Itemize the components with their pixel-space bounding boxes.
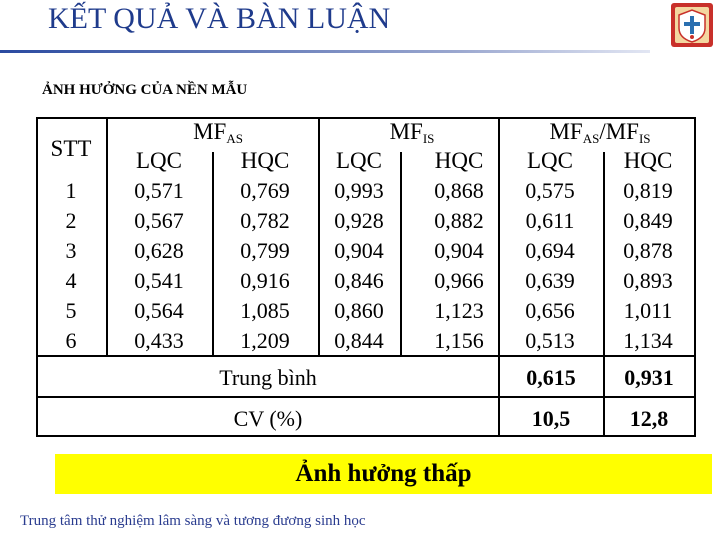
section-subtitle: ẢNH HƯỞNG CỦA NỀN MẪU bbox=[42, 82, 248, 98]
column-subheader: HQC bbox=[240, 148, 290, 173]
row-number: 5 bbox=[65, 298, 77, 323]
table-cell: 0,628 bbox=[134, 238, 184, 263]
table-cell: 0,782 bbox=[240, 208, 290, 233]
table-cell: 0,575 bbox=[525, 178, 575, 203]
cv-label: CV (%) bbox=[233, 406, 303, 431]
table-cell: 0,860 bbox=[334, 298, 384, 323]
table-cell: 0,904 bbox=[434, 238, 484, 263]
mean-value: 0,615 bbox=[526, 365, 576, 390]
row-number: 3 bbox=[65, 238, 77, 263]
table-cell: 0,904 bbox=[334, 238, 384, 263]
table-cell: 1,209 bbox=[240, 328, 290, 353]
table-divider bbox=[106, 117, 108, 355]
mean-value: 0,931 bbox=[624, 365, 674, 390]
footer-text: Trung tâm thử nghiệm lâm sàng và tương đương sinh học bbox=[20, 513, 366, 529]
column-subheader: HQC bbox=[623, 148, 673, 173]
table-cell: 0,541 bbox=[134, 268, 184, 293]
table-cell: 0,799 bbox=[240, 238, 290, 263]
table-cell: 0,567 bbox=[134, 208, 184, 233]
table-cell: 0,611 bbox=[525, 208, 575, 233]
table-cell: 0,433 bbox=[134, 328, 184, 353]
institution-logo-icon bbox=[670, 2, 714, 48]
table-cell: 1,085 bbox=[240, 298, 290, 323]
table-cell: 0,928 bbox=[334, 208, 384, 233]
group-header-mf-as: $MF_{AS}$ bbox=[193, 119, 243, 146]
table-cell: 0,846 bbox=[334, 268, 384, 293]
table-cell: 0,656 bbox=[525, 298, 575, 323]
table-cell: 0,819 bbox=[623, 178, 673, 203]
table-cell: 0,769 bbox=[240, 178, 290, 203]
table-divider bbox=[498, 117, 500, 437]
table-cell: 1,123 bbox=[434, 298, 484, 323]
conclusion-banner bbox=[55, 454, 712, 494]
table-divider bbox=[400, 152, 402, 355]
table-cell: 0,893 bbox=[623, 268, 673, 293]
table-cell: 0,639 bbox=[525, 268, 575, 293]
table-cell: 1,156 bbox=[434, 328, 484, 353]
conclusion-text: Ảnh hưởng thấp bbox=[295, 460, 472, 487]
table-cell: 0,849 bbox=[623, 208, 673, 233]
cv-value: 12,8 bbox=[629, 406, 669, 431]
group-header-mf-ratio: $MF_{AS}/MF_{IS}$ bbox=[549, 119, 651, 146]
table-cell: 0,513 bbox=[525, 328, 575, 353]
stt-header: STT bbox=[50, 136, 92, 161]
table-cell: 1,011 bbox=[623, 298, 673, 323]
table-divider bbox=[212, 152, 214, 355]
table-divider bbox=[603, 152, 605, 437]
table-cell: 0,993 bbox=[334, 178, 384, 203]
row-number: 2 bbox=[65, 208, 77, 233]
table-divider bbox=[318, 117, 320, 355]
row-number: 4 bbox=[65, 268, 77, 293]
table-cell: 0,694 bbox=[525, 238, 575, 263]
mean-label: Trung bình bbox=[219, 365, 317, 390]
table-cell: 0,966 bbox=[434, 268, 484, 293]
column-subheader: HQC bbox=[434, 148, 484, 173]
cv-value: 10,5 bbox=[531, 406, 571, 431]
column-subheader: LQC bbox=[136, 148, 182, 173]
table-cell: 1,134 bbox=[623, 328, 673, 353]
table-cell: 0,571 bbox=[134, 178, 184, 203]
table-cell: 0,844 bbox=[334, 328, 384, 353]
row-number: 6 bbox=[65, 328, 77, 353]
table-cell: 0,916 bbox=[240, 268, 290, 293]
column-subheader: LQC bbox=[527, 148, 573, 173]
slide-title: KẾT QUẢ VÀ BÀN LUẬN bbox=[48, 2, 391, 35]
table-divider bbox=[36, 355, 696, 357]
table-divider bbox=[36, 396, 696, 398]
table-cell: 0,868 bbox=[434, 178, 484, 203]
title-underline bbox=[0, 50, 650, 53]
table-cell: 0,564 bbox=[134, 298, 184, 323]
row-number: 1 bbox=[65, 178, 77, 203]
column-subheader: LQC bbox=[336, 148, 382, 173]
table-cell: 0,882 bbox=[434, 208, 484, 233]
group-header-mf-is: $MF_{IS}$ bbox=[389, 119, 435, 146]
table-cell: 0,878 bbox=[623, 238, 673, 263]
